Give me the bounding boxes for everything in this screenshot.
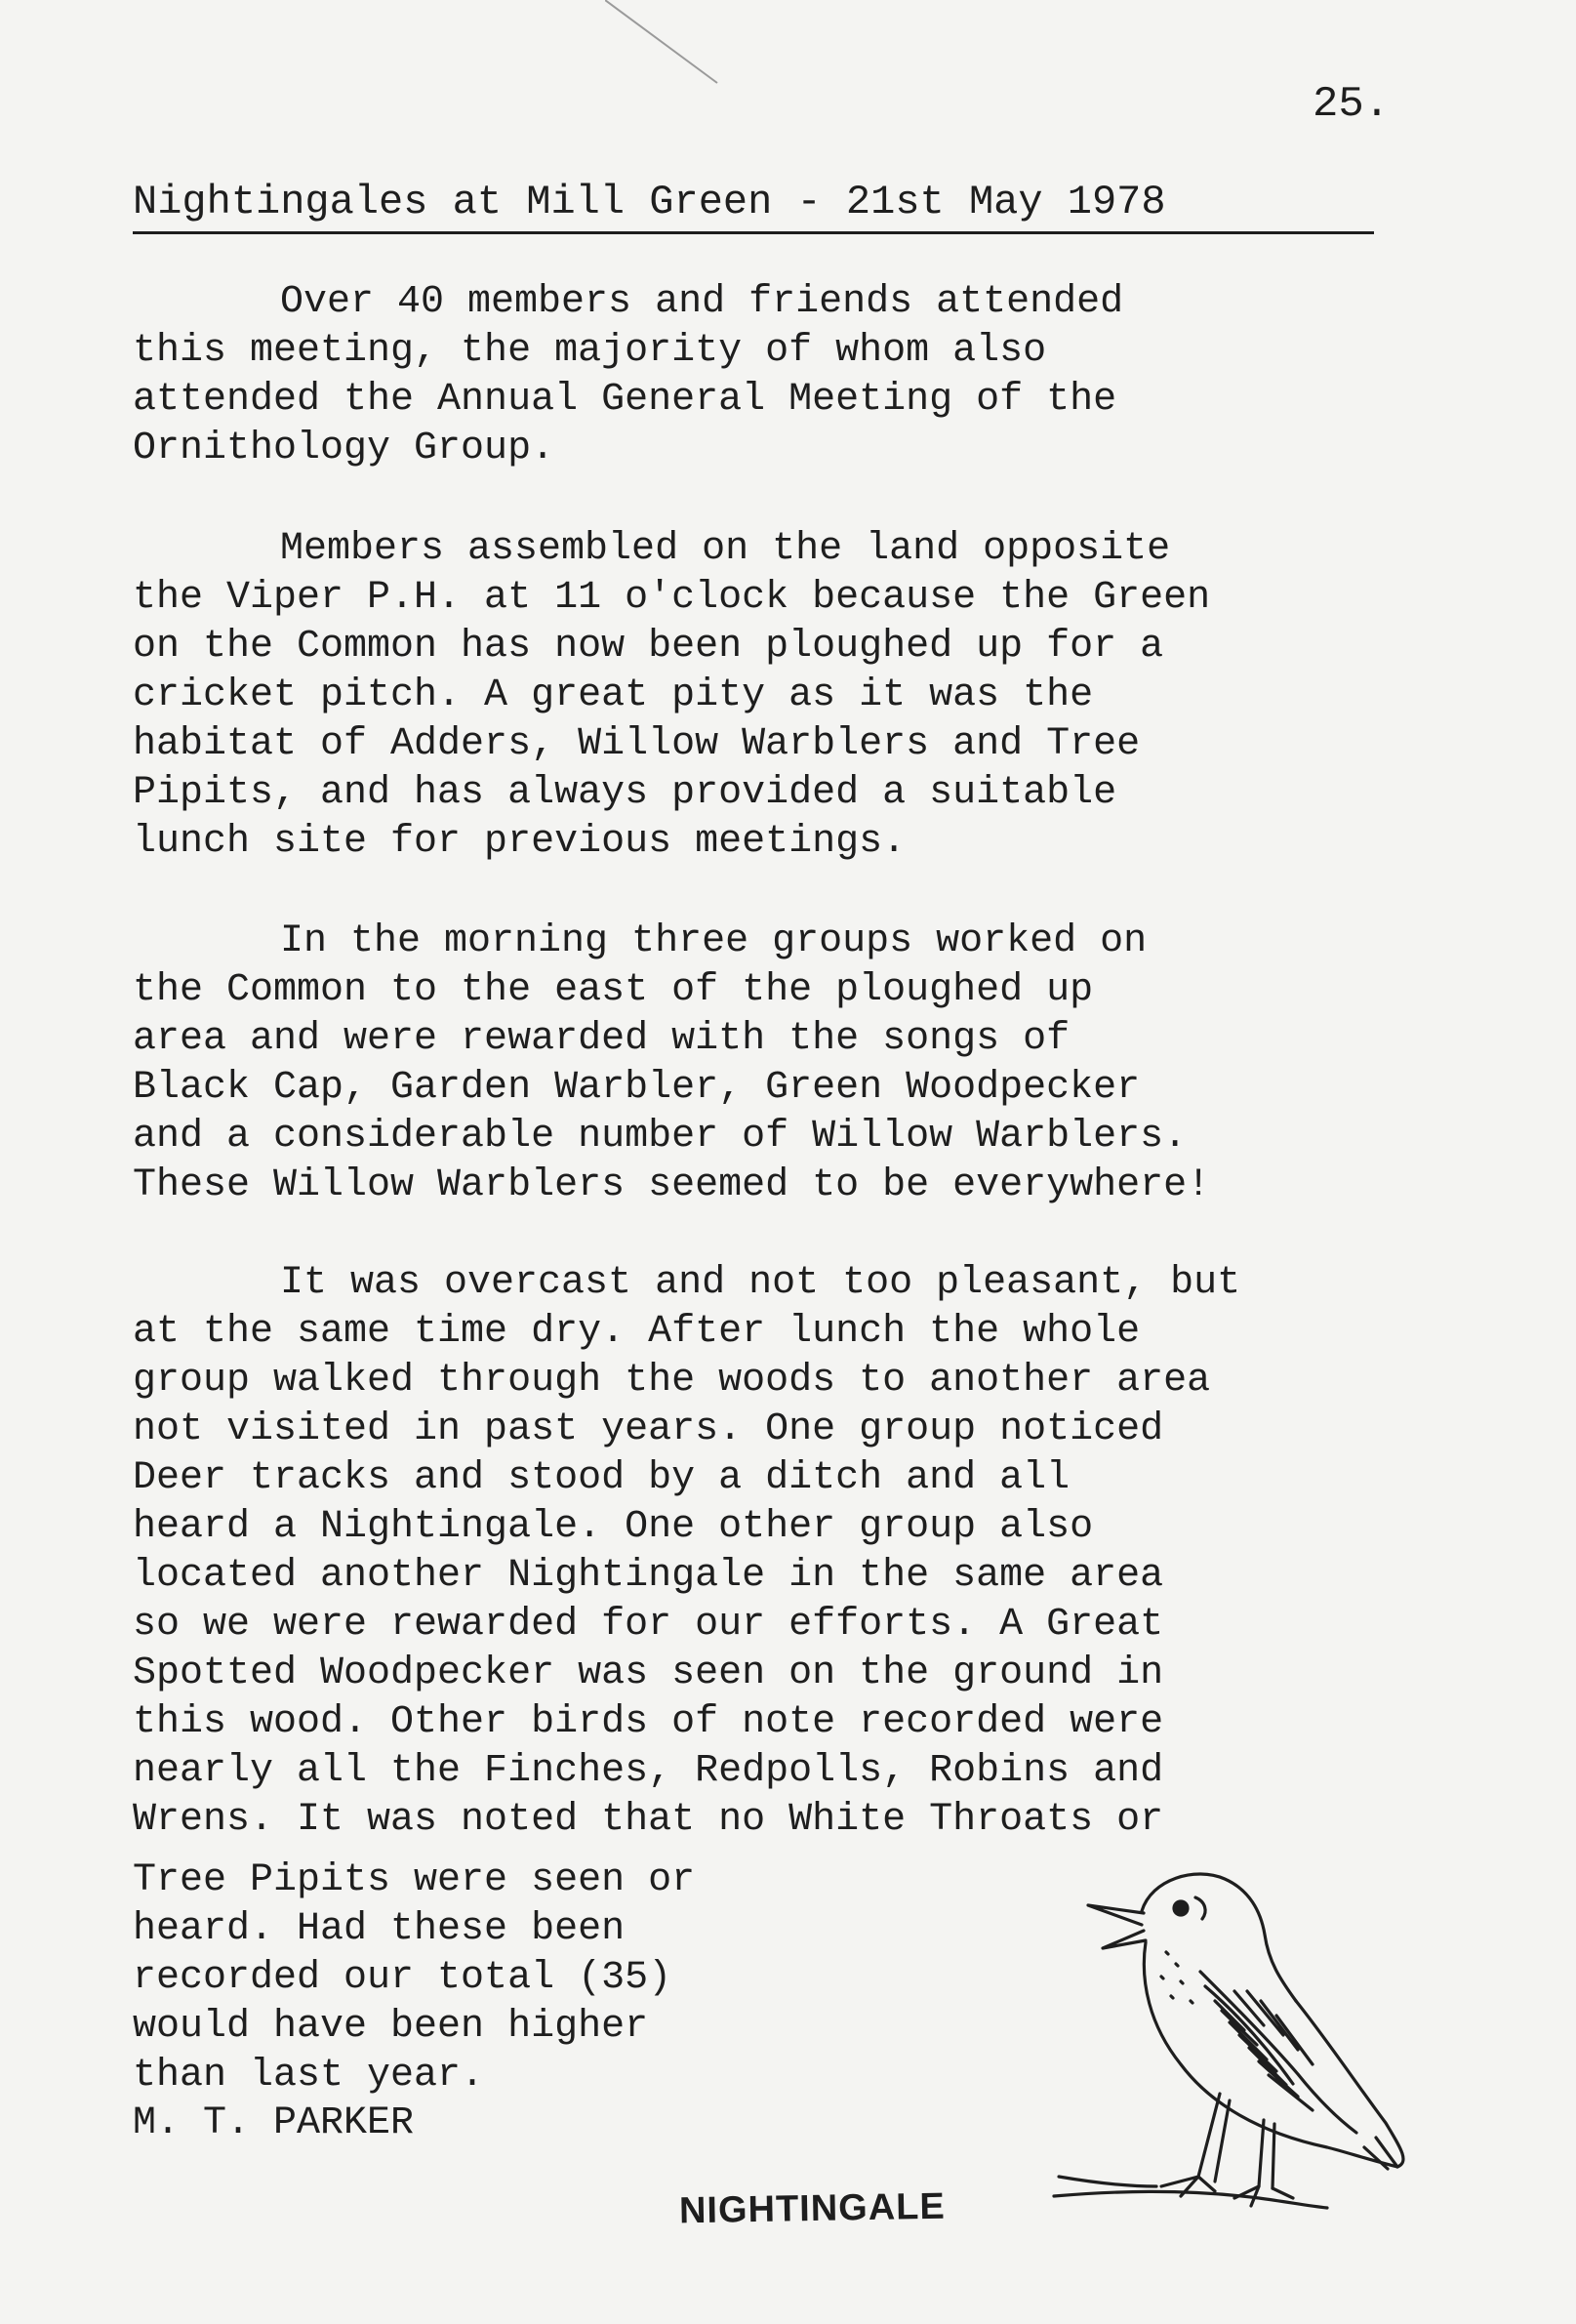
text-line: attended the Annual General Meeting of the bbox=[133, 378, 1117, 422]
text-line: and a considerable number of Willow Warblers. bbox=[133, 1115, 1188, 1159]
text-line: area and were rewarded with the songs of bbox=[133, 1017, 1071, 1061]
text-line: These Willow Warblers seemed to be everywhere! bbox=[133, 1163, 1211, 1207]
page-fold-line bbox=[605, 0, 722, 88]
text-line: Ornithology Group. bbox=[133, 427, 555, 470]
text-line: Tree Pipits were seen or bbox=[133, 1858, 696, 1902]
text-line: nearly all the Finches, Redpolls, Robins and bbox=[133, 1749, 1164, 1793]
text-line: Members assembled on the land opposite bbox=[280, 527, 1171, 571]
text-line: heard a Nightingale. One other group also bbox=[133, 1505, 1094, 1549]
text-line: It was overcast and not too pleasant, but bbox=[280, 1261, 1241, 1305]
text-line: In the morning three groups worked on bbox=[280, 919, 1148, 963]
illustration-caption: NIGHTINGALE bbox=[678, 2185, 947, 2232]
article-title: Nightingales at Mill Green - 21st May 1978 bbox=[133, 179, 1374, 234]
paragraph-total bbox=[133, 1856, 695, 2100]
text-line: would have been higher bbox=[133, 2005, 649, 2049]
text-line: recorded our total (35) bbox=[133, 1956, 672, 2000]
paragraph-morning bbox=[133, 917, 1210, 1210]
text-line: Pipits, and has always provided a suitable bbox=[133, 771, 1117, 815]
text-line: the Common to the east of the ploughed up bbox=[133, 968, 1094, 1012]
text-line: not visited in past years. One group noticed bbox=[133, 1407, 1164, 1451]
text-line: Deer tracks and stood by a ditch and all bbox=[133, 1456, 1071, 1500]
text-line: the Viper P.H. at 11 o'clock because the Green bbox=[133, 576, 1211, 620]
text-line: heard. Had these been bbox=[133, 1907, 626, 1951]
text-line: at the same time dry. After lunch the whole bbox=[133, 1310, 1141, 1354]
author-signature: M. T. PARKER bbox=[133, 2101, 415, 2145]
paragraph-afternoon bbox=[133, 1259, 1240, 1845]
paragraph-assembly bbox=[133, 525, 1210, 867]
text-line: on the Common has now been ploughed up for a bbox=[133, 625, 1164, 669]
text-line: this wood. Other birds of note recorded were bbox=[133, 1700, 1164, 1744]
text-line: Over 40 members and friends attended bbox=[280, 280, 1124, 324]
text-line: habitat of Adders, Willow Warblers and Tree bbox=[133, 722, 1141, 766]
page-number: 25. bbox=[1313, 80, 1391, 129]
text-line: so we were rewarded for our efforts. A Great bbox=[133, 1603, 1164, 1647]
text-line: this meeting, the majority of whom also bbox=[133, 329, 1047, 373]
text-line: Black Cap, Garden Warbler, Green Woodpecker bbox=[133, 1066, 1141, 1110]
text-line: cricket pitch. A great pity as it was the bbox=[133, 673, 1094, 717]
text-line: group walked through the woods to another area bbox=[133, 1359, 1211, 1403]
text-line: Wrens. It was noted that no White Throats or bbox=[133, 1798, 1164, 1842]
text-line: lunch site for previous meetings. bbox=[133, 820, 907, 864]
paragraph-attendance bbox=[133, 278, 1123, 473]
text-line: than last year. bbox=[133, 2054, 485, 2098]
nightingale-drawing-icon bbox=[1034, 1855, 1435, 2225]
text-line: Spotted Woodpecker was seen on the ground in bbox=[133, 1651, 1164, 1695]
text-line: located another Nightingale in the same area bbox=[133, 1554, 1164, 1598]
